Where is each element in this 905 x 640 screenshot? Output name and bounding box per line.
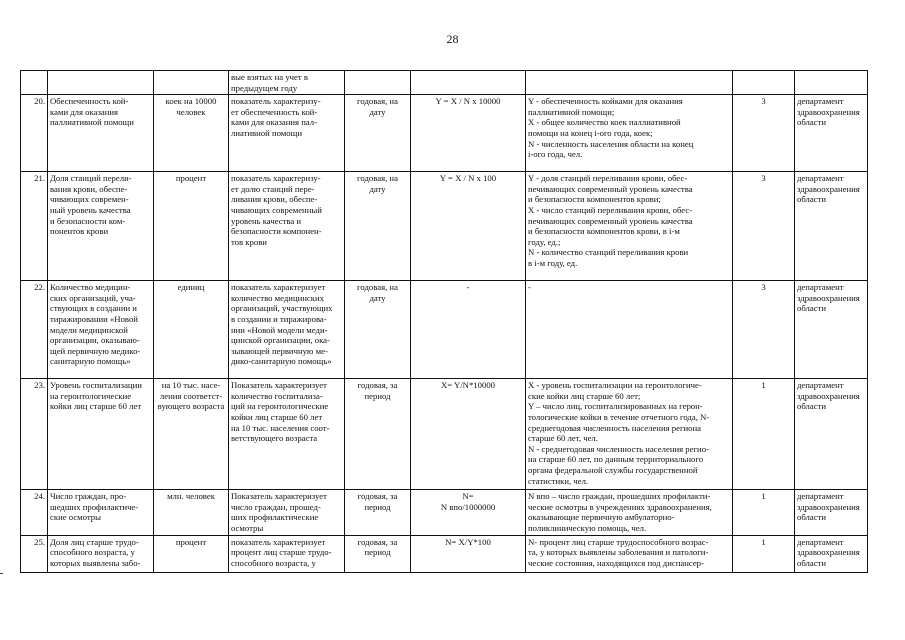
- indicator-definition: показатель характеризует количество медицинских организаций, участвующих в создании и тиражирова- нии «Новой модели меди- цинской организации, ока- зывающей первичную ме- дико-санитарную помощь»: [231, 282, 333, 367]
- variables-description: -: [528, 282, 531, 293]
- collection-method-cell: [733, 71, 795, 95]
- formula: -: [466, 282, 470, 293]
- frequency: годовая, за период: [357, 536, 398, 558]
- indicator-definition: вые взятых на учет в предыдущем году: [231, 72, 308, 93]
- row-number: 20.: [34, 96, 45, 107]
- formula: X= Y/N*10000: [440, 380, 496, 391]
- table-row: [21, 490, 868, 535]
- variables-description: N впо – число граждан, прошедших профилакти- ческие осмотры в учреждениях здравоохранения, оказывающие первичную амбулаторно- поликлиническую помощь, чел.: [528, 491, 712, 533]
- row-number: 21.: [34, 173, 45, 184]
- formula: N= N впо/1000000: [440, 491, 496, 512]
- indicator-name: Число граждан, про- шедших профилактиче- ские осмотры: [50, 491, 139, 523]
- formula-cell: [411, 535, 526, 572]
- indicator-definition: показатель характеризу- ет долю станций пере- ливания крови, обеспе- чивающих современный уровень качества и безопасности компонен- тов крови: [231, 173, 322, 247]
- indicator-definition: показатель характеризу- ет обеспеченность кой- ками для оказания пал- лиативной помощи: [231, 96, 321, 138]
- indicator-name-cell: [48, 95, 154, 172]
- frequency-cell: [345, 490, 411, 535]
- responsible-body: департамент здравоохранения области: [797, 173, 860, 205]
- variables-description-cell: [526, 71, 733, 95]
- collection-method-cell: [733, 95, 795, 172]
- formula-cell: [411, 281, 526, 379]
- unit-of-measure: процент: [175, 536, 207, 547]
- frequency: годовая, на дату: [357, 282, 398, 303]
- unit-of-measure: млн. человек: [167, 491, 215, 502]
- collection-method-cell: [733, 281, 795, 379]
- row-number: 25.: [34, 536, 45, 547]
- collection-method-cell: [733, 172, 795, 281]
- page-number: 28: [446, 32, 459, 46]
- row-number-cell: [21, 379, 48, 490]
- unit-of-measure: процент: [175, 173, 207, 184]
- indicator-definition: показатель характеризует процент лиц старше трудо- способного возраста, у: [231, 536, 332, 568]
- formula-cell: [411, 95, 526, 172]
- variables-description: Y - доля станций переливания крови, обес- печивающих современный уровень качества и безопасности компонентов крови; X - число станций переливания крови, обес- печивающих современный уровень качества и безопасности компонентов крови, в i-м году, ед.; N - количество станций переливания крови в i-м году, ед.: [528, 173, 693, 268]
- indicator-name-cell: [48, 490, 154, 535]
- indicator-name-cell: [48, 379, 154, 490]
- indicator-definition-cell: [229, 379, 345, 490]
- indicator-name-cell: [48, 172, 154, 281]
- frequency-cell: [345, 71, 411, 95]
- indicator-name: Доля станций перели- вания крови, обеспе- чивающих современ- ный уровень качества и безопасности ком- понентов крови: [50, 173, 132, 237]
- indicator-name-cell: [48, 281, 154, 379]
- margin-mark: [0, 573, 3, 574]
- variables-description-cell: [526, 95, 733, 172]
- indicator-name: Количество медицин- ских организаций, уча- ствующих в создании и тиражировании «Новой модели медицинской организации, оказываю- щей первичную медико- санитарную помощь»: [50, 282, 141, 367]
- responsible-body-cell: [795, 490, 868, 535]
- responsible-body-cell: [795, 535, 868, 572]
- formula: Y = X / N x 10000: [435, 96, 501, 107]
- row-number: 24.: [34, 491, 45, 502]
- unit-of-measure: на 10 тыс. насе- ления соответст- вующего возраста: [157, 380, 225, 412]
- collection-method-cell: [733, 490, 795, 535]
- row-number-cell: [21, 281, 48, 379]
- indicator-definition-cell: [229, 535, 345, 572]
- frequency: годовая, на дату: [357, 173, 398, 194]
- table-row: [21, 95, 868, 172]
- frequency: годовая, на дату: [357, 96, 398, 117]
- row-number: 22.: [34, 282, 45, 293]
- formula: Y = X / N x 100: [439, 173, 497, 184]
- indicator-name-cell: [48, 535, 154, 572]
- variables-description-cell: [526, 379, 733, 490]
- unit-of-measure: коек на 10000 человек: [165, 96, 217, 117]
- frequency: годовая, за период: [357, 491, 398, 512]
- indicator-definition-cell: [229, 281, 345, 379]
- responsible-body: департамент здравоохранения области: [797, 536, 860, 568]
- variables-description-cell: [526, 535, 733, 572]
- responsible-body-cell: [795, 281, 868, 379]
- variables-description: N- процент лиц старше трудоспособного возрас- та, у которых выявлены заболевания и патологи- ческие состояния, находящихся под диспансер-: [528, 536, 709, 568]
- table-row: [21, 535, 868, 572]
- responsible-body: департамент здравоохранения области: [797, 96, 860, 128]
- formula: N= X/Y*100: [445, 536, 491, 547]
- indicators-table: [20, 70, 868, 573]
- responsible-body-cell: [795, 379, 868, 490]
- indicator-definition-cell: [229, 490, 345, 535]
- unit-of-measure: единиц: [177, 282, 205, 293]
- row-number-cell: [21, 490, 48, 535]
- collection-method: 3: [761, 96, 766, 107]
- variables-description-cell: [526, 172, 733, 281]
- collection-method: 1: [761, 536, 766, 547]
- unit-of-measure-cell: [154, 95, 229, 172]
- unit-of-measure-cell: [154, 71, 229, 95]
- row-number-cell: [21, 71, 48, 95]
- collection-method: 3: [761, 173, 766, 184]
- variables-description: Y - обеспеченность койками для оказания паллиативной помощи; X - общее количество коек паллиативной помощи на конец i-ого года, коек; N - численность населения области на конец i-ого года, чел.: [528, 96, 694, 160]
- unit-of-measure-cell: [154, 281, 229, 379]
- formula-cell: [411, 71, 526, 95]
- responsible-body: департамент здравоохранения области: [797, 491, 860, 523]
- indicator-name: Доля лиц старше трудо- способного возраста, у которых выявлены забо-: [50, 536, 141, 568]
- variables-description: X - уровень госпитализации на геронтологиче- ские койки лиц старше 60 лет; Y – число лиц, госпитализированных на герон- тологические койки в течение отчетного года, N- среднегодовая численность населения региона старше 60 лет, чел. N - среднегодовая численность населения регио- на старше 60 лет, по данным территориального органа федеральной службы государственной статистики, чел.: [528, 380, 710, 486]
- frequency-cell: [345, 535, 411, 572]
- frequency-cell: [345, 95, 411, 172]
- formula-cell: [411, 490, 526, 535]
- indicator-definition-cell: [229, 172, 345, 281]
- variables-description-cell: [526, 281, 733, 379]
- responsible-body-cell: [795, 71, 868, 95]
- row-number-cell: [21, 172, 48, 281]
- collection-method: 1: [761, 380, 766, 391]
- table-row: [21, 379, 868, 490]
- responsible-body: департамент здравоохранения области: [797, 282, 860, 314]
- responsible-body: департамент здравоохранения области: [797, 380, 860, 412]
- responsible-body-cell: [795, 172, 868, 281]
- indicator-definition-cell: [229, 95, 345, 172]
- unit-of-measure-cell: [154, 172, 229, 281]
- variables-description-cell: [526, 490, 733, 535]
- indicator-definition-cell: [229, 71, 345, 95]
- indicator-name: Обеспеченность кой- ками для оказания паллиативной помощи: [50, 96, 134, 128]
- formula-cell: [411, 379, 526, 490]
- unit-of-measure-cell: [154, 490, 229, 535]
- frequency-cell: [345, 379, 411, 490]
- unit-of-measure-cell: [154, 379, 229, 490]
- formula-cell: [411, 172, 526, 281]
- row-number-cell: [21, 535, 48, 572]
- collection-method: 1: [761, 491, 766, 502]
- table-row: [21, 281, 868, 379]
- unit-of-measure-cell: [154, 535, 229, 572]
- indicator-name: Уровень госпитализации на геронтологические койки лиц старше 60 лет: [50, 380, 142, 412]
- row-number: 23.: [34, 380, 45, 391]
- collection-method-cell: [733, 535, 795, 572]
- table-row: [21, 71, 868, 95]
- row-number-cell: [21, 95, 48, 172]
- indicator-definition: Показатель характеризует количество госпитализа- ций на геронтологические койки лиц старше 60 лет на 10 тыс. населения соот- ветствующего возраста: [231, 380, 330, 444]
- collection-method: 3: [761, 282, 766, 293]
- indicator-definition: Показатель характеризует число граждан, прошед- ших профилактические осмотры: [231, 491, 327, 533]
- table-row: [21, 172, 868, 281]
- frequency: годовая, за период: [357, 380, 398, 401]
- frequency-cell: [345, 172, 411, 281]
- responsible-body-cell: [795, 95, 868, 172]
- indicator-name-cell: [48, 71, 154, 95]
- frequency-cell: [345, 281, 411, 379]
- collection-method-cell: [733, 379, 795, 490]
